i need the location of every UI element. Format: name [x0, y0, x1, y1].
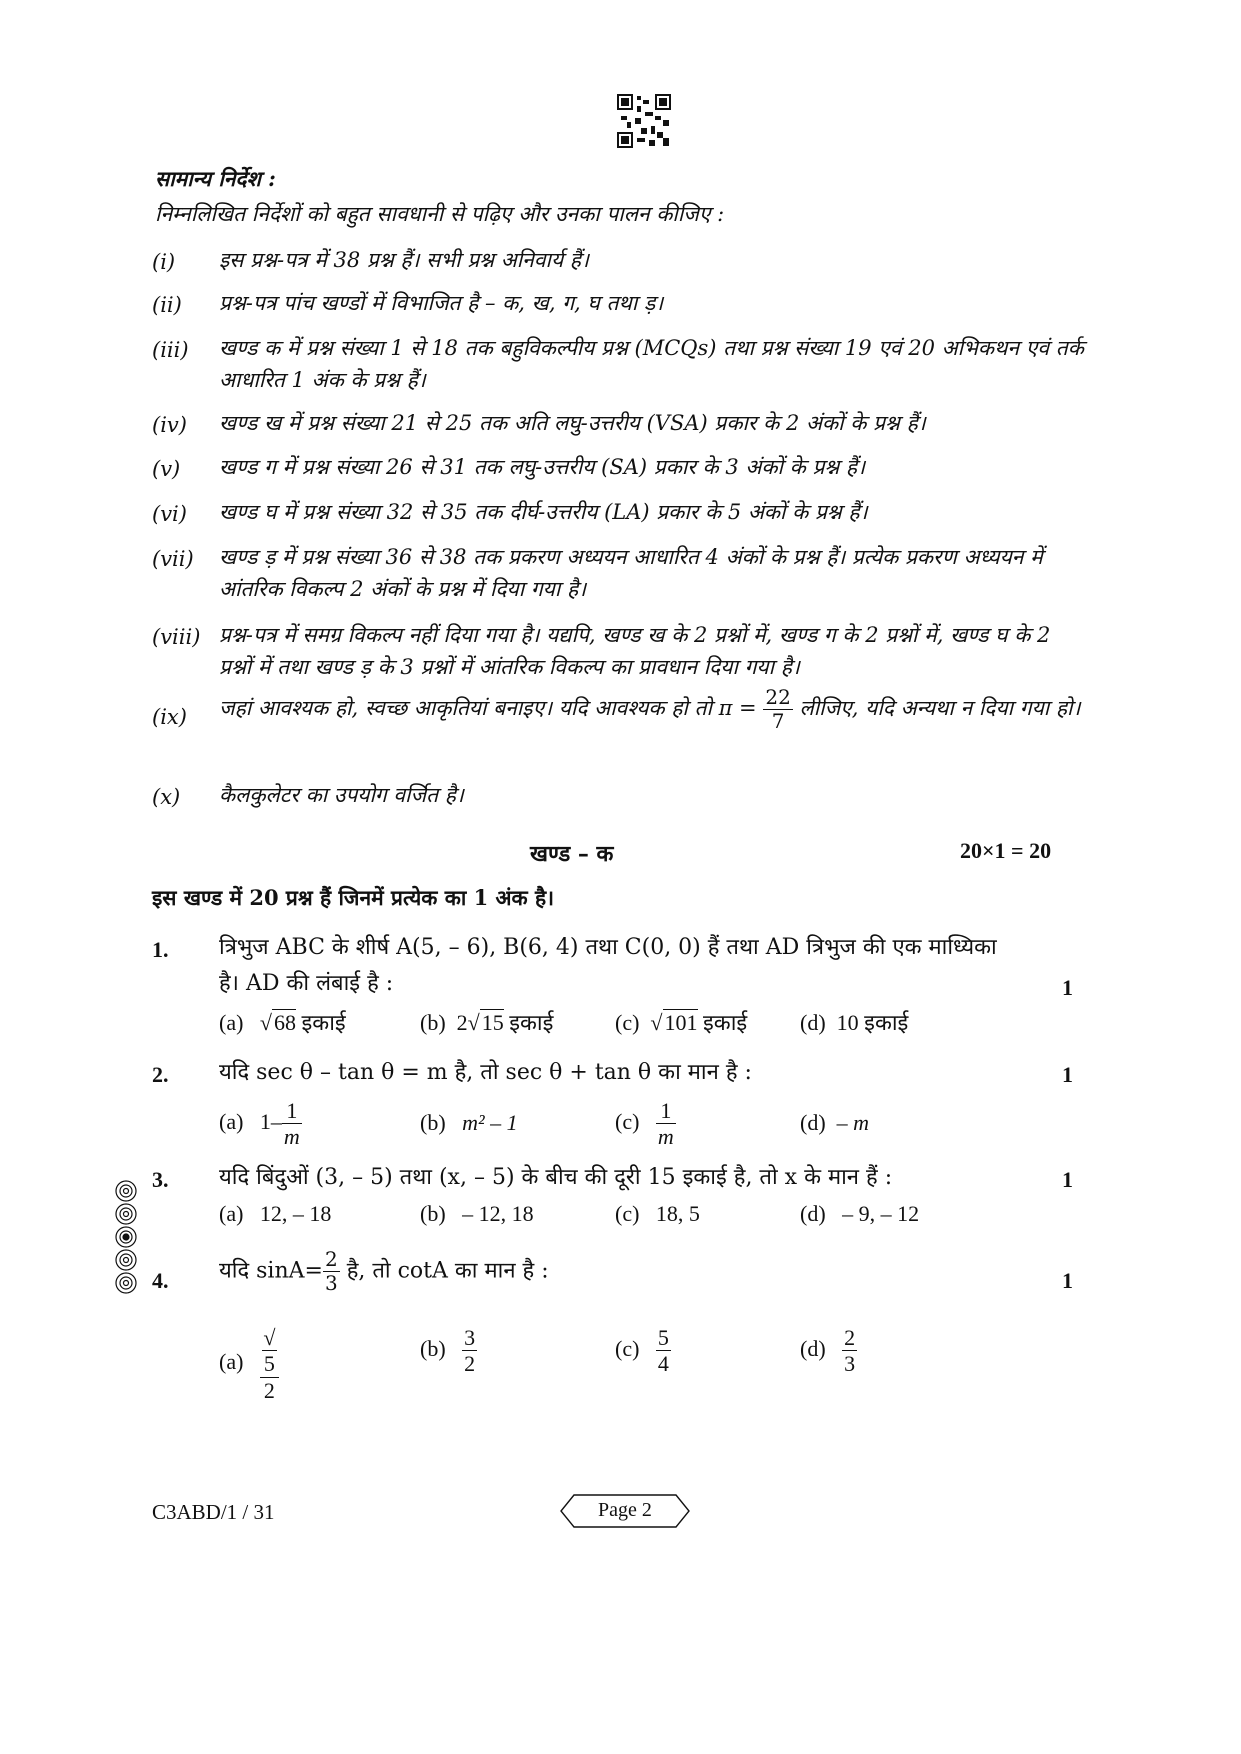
option-value: – m: [836, 1110, 870, 1135]
option-c: [615, 1098, 676, 1150]
option-label: (c): [615, 1108, 640, 1134]
option-d: [800, 1007, 908, 1037]
instruction-text: खण्ड ख में प्रश्न संख्या 21 से 25 तक अति लघु-उत्तरीय (VSA) प्रकार के 2 अंकों के प्रश्न हैं।: [219, 411, 926, 435]
fraction-denominator: 7: [771, 709, 785, 733]
fraction-denominator: m: [283, 1124, 300, 1150]
option-label: (d): [800, 1110, 826, 1135]
option-label: (d): [800, 1201, 826, 1226]
instruction-text: प्रश्न-पत्र में समग्र विकल्प नहीं दिया गया है। यद्यपि, खण्ड ख के 2 प्रश्नों में, खण्ड ग के 2 प्रश्नों में, खण्ड घ के 2 प्रश्नों में तथा खण्ड ड़ के 3 प्रश्नों में आंतरिक विकल्प का प्रावधान दिया गया है।: [219, 623, 1051, 679]
fraction: [260, 1325, 279, 1403]
instructions-heading: सामान्य निर्देश :: [155, 166, 276, 191]
fraction-numerator: 1: [656, 1098, 676, 1124]
instruction-text: इस प्रश्न-पत्र में 38 प्रश्न हैं। सभी प्रश्न अनिवार्य हैं।: [219, 248, 589, 272]
question-mark: 1: [1062, 1062, 1073, 1087]
section-description: इस खण्ड में 20 प्रश्न हैं जिनमें प्रत्येक का 1 अंक है।: [152, 885, 555, 910]
question-number: 1.: [152, 937, 169, 962]
instruction-number: (viii): [152, 625, 201, 649]
spiral-binding-decoration: [113, 1180, 139, 1295]
unit: इकाई: [509, 1010, 554, 1035]
option-label: (b): [420, 1010, 446, 1035]
instruction-number: (iv): [152, 413, 187, 437]
question-number: 4.: [152, 1268, 169, 1293]
fraction-denominator: m: [657, 1124, 674, 1150]
question-number: 3.: [152, 1167, 169, 1192]
instruction-text: खण्ड ग में प्रश्न संख्या 26 से 31 तक लघु-उत्तरीय (SA) प्रकार के 3 अंकों के प्रश्न हैं।: [219, 455, 866, 479]
option-b: (b) 2√15 इकाई: [420, 1010, 554, 1035]
fraction-numerator: 2: [324, 1247, 338, 1271]
option-label: (a): [219, 1201, 244, 1226]
question-text: त्रिभुज ABC के शीर्ष A(5, – 6), B(6, 4) तथा C(0, 0) हैं तथा AD त्रिभुज की एक माध्यिका है। AD की लंबाई है :: [219, 935, 997, 996]
fraction-denominator: 2: [464, 1351, 476, 1377]
fraction: [842, 1325, 857, 1377]
fraction-numerator: 1: [282, 1098, 302, 1124]
instruction-text-part: लीजिए, यदि अन्यथा न दिया गया हो।: [799, 696, 1081, 720]
fraction: [462, 1325, 477, 1377]
instruction-number: (v): [152, 457, 181, 481]
fraction: [323, 1248, 340, 1295]
fraction-numerator: 3: [464, 1325, 476, 1350]
option-value: 12, – 18: [259, 1201, 332, 1226]
instruction-number: (i): [152, 250, 176, 274]
question-number: 2.: [152, 1062, 169, 1087]
question-mark: 1: [1062, 1268, 1073, 1293]
option-value: – 12, 18: [462, 1201, 534, 1226]
question-text-part: यदि sinA=: [219, 1258, 323, 1284]
option-value: m² – 1: [462, 1110, 518, 1135]
option-c: [615, 1325, 671, 1377]
question-mark: 1: [1062, 1167, 1073, 1192]
option-b: [420, 1110, 518, 1136]
instructions-intro: निम्नलिखित निर्देशों को बहुत सावधानी से पढ़िए और उनका पालन कीजिए :: [155, 202, 725, 226]
option-label: (c): [615, 1335, 640, 1361]
section-title: खण्ड – क: [530, 841, 614, 867]
fraction: [656, 1098, 676, 1150]
option-d: [800, 1201, 919, 1227]
option-a: (a) √68 इकाई: [219, 1010, 346, 1035]
instruction-number: (x): [152, 785, 181, 809]
qr-code: [617, 94, 671, 148]
radicand: 15: [481, 1010, 504, 1035]
option-label: (b): [420, 1110, 446, 1135]
unit: इकाई: [301, 1010, 346, 1035]
instruction-number: (ii): [152, 293, 182, 317]
instruction-number: (vi): [152, 502, 187, 526]
option-a: [219, 1201, 331, 1227]
pi-fraction: [763, 686, 792, 733]
fraction: [656, 1325, 671, 1377]
option-label: (d): [800, 1335, 826, 1361]
option-value: – 9, – 12: [842, 1201, 920, 1226]
option-label: (b): [420, 1335, 446, 1361]
fraction-numerator: 22: [765, 685, 791, 709]
page-number-badge: [560, 1494, 690, 1528]
instruction-text: प्रश्न-पत्र पांच खण्डों में विभाजित है – क, ख, ग, घ तथा ड़।: [219, 291, 664, 315]
radicand: 5: [263, 1351, 275, 1377]
instruction-text-part: जहां आवश्यक हो, स्वच्छ आकृतियां बनाइए। यदि आवश्यक हो तो π =: [219, 696, 757, 720]
option-prefix: 1–: [259, 1108, 282, 1134]
fraction-denominator: 3: [324, 1271, 338, 1295]
option-c: [615, 1201, 700, 1227]
fraction-numerator: √ 5: [260, 1325, 279, 1378]
option-label: (a): [219, 1349, 244, 1374]
instruction-text: [219, 686, 1089, 733]
instruction-text: खण्ड क में प्रश्न संख्या 1 से 18 तक बहुविकल्पीय प्रश्न (MCQs) तथा प्रश्न संख्या 19 एवं 20 अभिकथन एवं तर्क आधारित 1 अंक के प्रश्न हैं।: [219, 336, 1084, 392]
question-text-part: है, तो cotA का मान है :: [346, 1258, 549, 1284]
radicand: 68: [274, 1010, 296, 1035]
option-label: (a): [219, 1108, 244, 1134]
instruction-number: (ix): [152, 705, 187, 729]
coefficient: 2: [456, 1010, 468, 1035]
question-text: [219, 1248, 999, 1295]
option-b: [420, 1201, 534, 1227]
instruction-text: कैलकुलेटर का उपयोग वर्जित है।: [219, 783, 464, 807]
option-c: (c) √101 इकाई: [615, 1010, 748, 1035]
question-mark: 1: [1062, 975, 1073, 1000]
fraction-numerator: 5: [657, 1325, 669, 1350]
fraction: [282, 1098, 302, 1150]
fraction-denominator: 3: [844, 1351, 856, 1377]
option-label: (c): [615, 1010, 640, 1035]
instruction-number: (vii): [152, 547, 194, 571]
instruction-number: (iii): [152, 338, 189, 362]
unit: इकाई: [703, 1010, 748, 1035]
option-d: [800, 1325, 857, 1377]
instruction-text: खण्ड घ में प्रश्न संख्या 32 से 35 तक दीर्घ-उत्तरीय (LA) प्रकार के 5 अंकों के प्रश्न हैं।: [219, 500, 868, 524]
question-text: यदि sec θ – tan θ = m है, तो sec θ + tan θ का मान है :: [219, 1060, 752, 1085]
option-b: [420, 1325, 477, 1377]
instruction-text: खण्ड ड़ में प्रश्न संख्या 36 से 38 तक प्रकरण अध्ययन आधारित 4 अंकों के प्रश्न हैं। प्रत्येक प्रकरण अध्ययन में आंतरिक विकल्प 2 अंकों के प्रश्न में दिया गया है।: [219, 545, 1043, 601]
fraction-denominator: 4: [657, 1351, 669, 1377]
fraction-numerator: 2: [844, 1325, 856, 1350]
option-a: [219, 1325, 279, 1403]
option-d: [800, 1110, 869, 1136]
question-text: यदि बिंदुओं (3, – 5) तथा (x, – 5) के बीच की दूरी 15 इकाई है, तो x के मान हैं :: [219, 1165, 893, 1190]
option-a: [219, 1098, 302, 1150]
paper-code: C3ABD/1 / 31: [152, 1500, 275, 1524]
page-number: Page 2: [598, 1499, 652, 1521]
option-label: (a): [219, 1010, 244, 1035]
radicand: 101: [664, 1010, 698, 1035]
option-label: (b): [420, 1201, 446, 1226]
option-label: (c): [615, 1201, 640, 1226]
section-marks: 20×1 = 20: [960, 838, 1052, 863]
fraction-denominator: 2: [263, 1377, 275, 1403]
option-label: (d): [800, 1010, 826, 1035]
option-value: 10 इकाई: [836, 1010, 909, 1035]
option-value: 18, 5: [655, 1201, 700, 1226]
